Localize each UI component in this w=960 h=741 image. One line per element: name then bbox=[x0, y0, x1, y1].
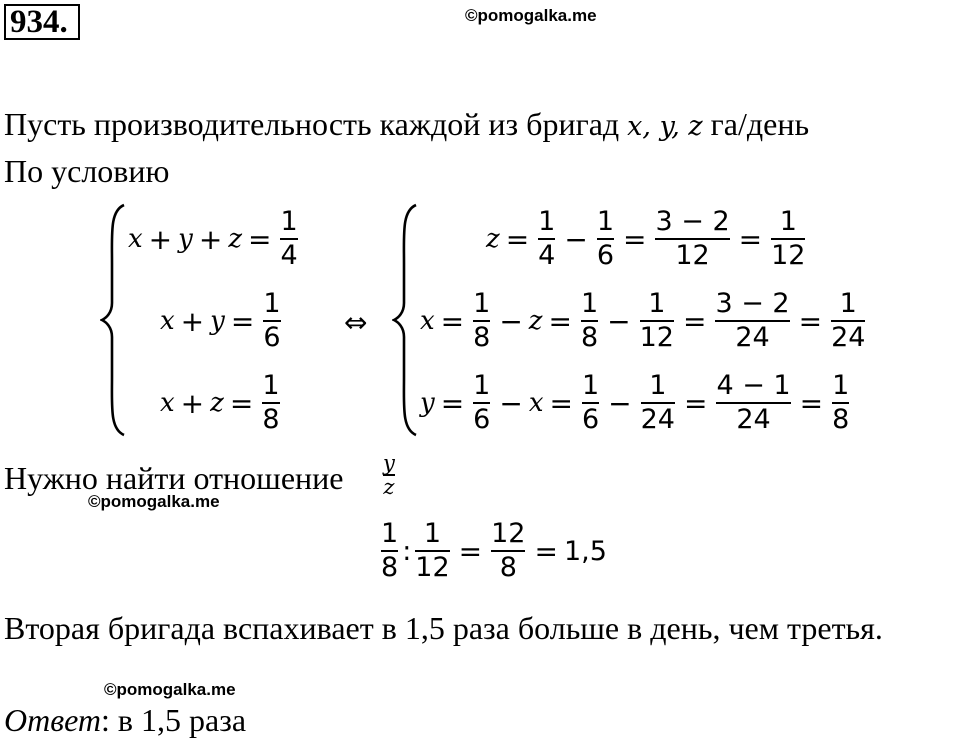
equals-sign: = bbox=[230, 304, 255, 338]
watermark-middle: ©pomogalka.me bbox=[88, 492, 220, 511]
var-x: x bbox=[160, 388, 175, 418]
equals-sign: = bbox=[248, 222, 272, 256]
equals-sign: = bbox=[798, 304, 823, 338]
equals-sign: = bbox=[440, 304, 465, 338]
denominator: 6 bbox=[263, 322, 281, 353]
numerator: 1 bbox=[581, 370, 600, 401]
system2-eq1 bbox=[486, 206, 808, 272]
equals-sign: = bbox=[505, 222, 530, 256]
system1-eq3 bbox=[160, 370, 283, 436]
var-z: z bbox=[210, 388, 224, 418]
denominator: 8 bbox=[499, 552, 517, 583]
numerator: 1 bbox=[779, 206, 797, 237]
numerator: 4 − 1 bbox=[716, 370, 791, 401]
numerator: 1 bbox=[649, 370, 667, 401]
left-curly-brace-icon bbox=[100, 203, 128, 437]
intro-prefix: Пусть производительность каждой из бригад bbox=[4, 106, 620, 142]
denominator: 6 bbox=[596, 240, 615, 271]
equals-sign: = bbox=[623, 222, 647, 256]
numerator: 1 bbox=[473, 288, 491, 319]
watermark-bottom: ©pomogalka.me bbox=[104, 680, 236, 699]
var-x: x bbox=[528, 388, 544, 418]
answer-value: в 1,5 раза bbox=[117, 702, 247, 738]
equals-sign: = bbox=[229, 386, 254, 420]
minus-sign: − bbox=[499, 304, 523, 338]
conclusion-text: Вторая бригада вспахивает в 1,5 раза больше в день, чем третья. bbox=[4, 610, 883, 646]
plus-sign: + bbox=[198, 222, 223, 256]
division-sign: : bbox=[402, 535, 412, 567]
answer-label: Ответ bbox=[4, 702, 101, 738]
system1-eq2 bbox=[160, 288, 284, 354]
var-z: z bbox=[528, 306, 543, 336]
numerator: 1 bbox=[832, 370, 850, 401]
minus-sign: − bbox=[608, 386, 632, 420]
numerator: 1 bbox=[580, 288, 599, 319]
intro-variables: x, y, z bbox=[627, 111, 703, 142]
plus-sign: + bbox=[148, 222, 173, 256]
denominator: 6 bbox=[581, 404, 600, 435]
numerator: 1 bbox=[262, 370, 280, 401]
fraction-1-6 bbox=[260, 288, 283, 354]
denominator: 8 bbox=[832, 404, 850, 435]
numerator: 1 bbox=[473, 370, 491, 401]
answer-line bbox=[4, 702, 246, 738]
problem-number: 934. bbox=[4, 4, 80, 40]
equals-sign: = bbox=[548, 304, 572, 338]
find-ratio-text: Нужно найти отношение bbox=[4, 460, 344, 496]
equals-sign: = bbox=[534, 534, 558, 568]
intro-units: га/день bbox=[710, 106, 810, 142]
denominator: 12 bbox=[675, 240, 710, 271]
var-y: y bbox=[420, 388, 435, 418]
var-z: z bbox=[486, 224, 500, 254]
equals-sign: = bbox=[458, 534, 483, 568]
equals-sign: = bbox=[683, 386, 708, 420]
equals-sign: = bbox=[682, 304, 707, 338]
numerator: 1 bbox=[648, 288, 666, 319]
plus-sign: + bbox=[180, 386, 205, 420]
numerator: 3 − 2 bbox=[715, 288, 790, 319]
numerator: 1 bbox=[423, 518, 442, 549]
equals-sign: = bbox=[799, 386, 824, 420]
ratio-y-over-z bbox=[380, 452, 398, 498]
numerator: 3 − 2 bbox=[655, 206, 730, 237]
denominator: 24 bbox=[736, 404, 771, 435]
var-x: x bbox=[160, 306, 175, 336]
equals-sign: = bbox=[440, 386, 465, 420]
numerator: 1 bbox=[839, 288, 857, 319]
answer-colon: : bbox=[101, 702, 110, 738]
minus-sign: − bbox=[564, 222, 588, 256]
system2-eq3 bbox=[420, 370, 852, 436]
watermark-top: ©pomogalka.me bbox=[465, 6, 597, 25]
fraction-1-8 bbox=[259, 370, 282, 436]
denominator: 12 bbox=[771, 240, 806, 271]
numerator: y bbox=[383, 451, 395, 475]
minus-sign: − bbox=[607, 304, 631, 338]
equivalence-sign: ⇔ bbox=[344, 306, 368, 339]
denominator: 12 bbox=[639, 322, 674, 353]
fraction-1-4 bbox=[277, 206, 300, 272]
numerator: 12 bbox=[491, 518, 526, 549]
denominator: 6 bbox=[473, 404, 491, 435]
minus-sign: − bbox=[499, 386, 523, 420]
denominator: 24 bbox=[640, 404, 675, 435]
denominator: 24 bbox=[735, 322, 770, 353]
numerator: 1 bbox=[280, 206, 298, 237]
system1-eq1 bbox=[128, 206, 301, 272]
numerator: 1 bbox=[381, 518, 399, 549]
denominator: 12 bbox=[415, 552, 450, 583]
left-curly-brace-icon bbox=[392, 203, 420, 437]
var-x: x bbox=[128, 224, 143, 254]
equals-sign: = bbox=[549, 386, 573, 420]
denominator: 4 bbox=[280, 240, 298, 271]
var-y: y bbox=[210, 306, 225, 336]
denominator: 4 bbox=[538, 240, 556, 271]
numerator: 1 bbox=[596, 206, 615, 237]
denominator: z bbox=[383, 475, 395, 499]
system2-eq2 bbox=[420, 288, 868, 354]
denominator: 8 bbox=[262, 404, 280, 435]
var-y: y bbox=[178, 224, 193, 254]
numerator: 1 bbox=[263, 288, 281, 319]
equals-sign: = bbox=[738, 222, 763, 256]
ratio-computation bbox=[378, 518, 607, 584]
intro-line bbox=[4, 106, 809, 145]
denominator: 8 bbox=[580, 322, 599, 353]
var-z: z bbox=[228, 224, 243, 254]
var-x: x bbox=[420, 306, 435, 336]
denominator: 8 bbox=[381, 552, 399, 583]
denominator: 24 bbox=[831, 322, 866, 353]
condition-label: По условию bbox=[4, 153, 170, 189]
numerator: 1 bbox=[538, 206, 556, 237]
denominator: 8 bbox=[473, 322, 491, 353]
fraction-y-z bbox=[380, 452, 398, 498]
result-value: 1,5 bbox=[563, 535, 607, 567]
plus-sign: + bbox=[180, 304, 205, 338]
